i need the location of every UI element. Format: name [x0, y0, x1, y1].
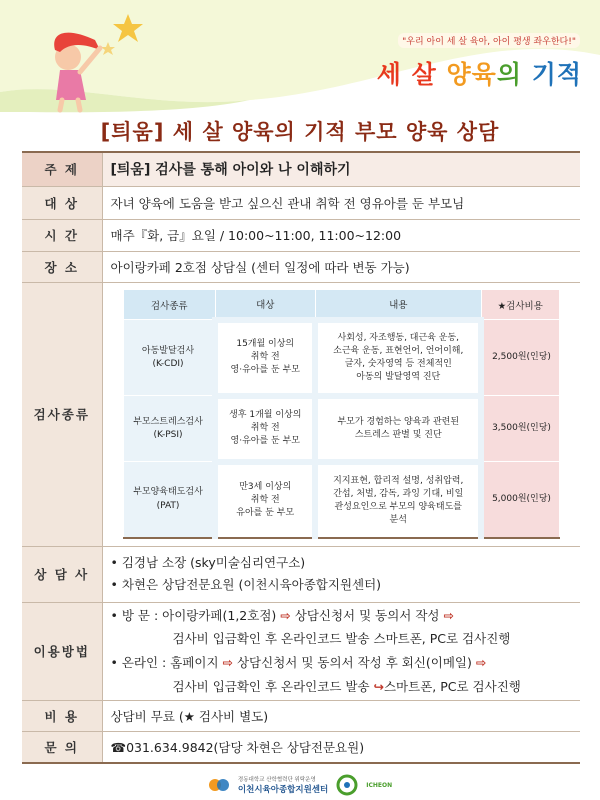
method-visit-text: 상담신청서 및 동의서 작성	[290, 607, 444, 623]
exam-code: (PAT)	[156, 500, 180, 511]
method-label: 이용방법	[22, 602, 102, 700]
icheon-logo-text: ICHEON	[366, 781, 393, 789]
brand-part-2: 양육	[446, 60, 497, 89]
brand-title	[377, 55, 582, 91]
exam-name: 부모양육태도검사	[133, 487, 203, 498]
method-online-detail: 검사비 입금확인 후 온라인코드 발송 ↪스마트폰, PC로 검사진행	[172, 678, 521, 694]
target-value: 자녀 양육에 도움을 받고 싶으신 관내 취학 전 영유아를 둔 부모님	[102, 186, 580, 219]
counselor-line: • 김경남 소장 (sky미술심리연구소)	[110, 555, 306, 571]
exam-target-line: 15개월 이상의	[236, 339, 295, 350]
arrow-right-icon: ⇨	[280, 607, 291, 623]
hero-banner	[0, 0, 600, 115]
exam-content-line: 분석	[389, 514, 407, 525]
place-row	[22, 251, 580, 282]
exam-content-line: 부모가 경험하는 양육과 관련된	[337, 416, 460, 427]
exam-row-kpsi	[123, 396, 559, 462]
footer-center-name: 이천시육아종합지원센터	[237, 785, 329, 795]
exam-label: 검사종류	[22, 282, 102, 546]
exam-cost: 3,500원(인당)	[481, 396, 559, 462]
time-row	[22, 219, 580, 251]
exam-name: 아동발달검사	[141, 345, 195, 356]
exam-row-pat	[123, 462, 559, 538]
footer-org	[238, 775, 328, 795]
slogan-text: "우리 아이 세 살 육아, 아이 평생 좌우한다!"	[398, 33, 580, 48]
program-info-table	[22, 151, 580, 764]
exam-content-line: 지지표현, 합리적 설명, 성취압력,	[333, 475, 464, 486]
exam-target-line: 취학 전	[250, 352, 280, 363]
target-row	[22, 186, 580, 219]
exam-target-line: 만3세 이상의	[239, 482, 292, 493]
exam-content-line: 아동의 발달영역 진단	[356, 371, 441, 382]
method-online-text: 상담신청서 및 동의서 작성 후 회신(이메일)	[233, 655, 476, 670]
fee-label: 비 용	[22, 700, 102, 731]
arrow-right-icon: ⇨	[475, 655, 487, 670]
method-online-line	[111, 651, 581, 675]
arrow-right-icon: ⇨	[222, 655, 233, 670]
exam-target-line: 생후 1개월 이상의	[229, 410, 302, 421]
contact-value: 031.634.9842(담당 차현은 상담전문요원)	[126, 739, 365, 755]
exam-code: (K-CDI)	[152, 358, 184, 369]
exam-header-row	[123, 290, 559, 320]
fee-row	[22, 700, 580, 731]
method-row	[22, 602, 580, 700]
exam-name: 부모스트레스검사	[133, 416, 203, 427]
place-value: 아이랑카페 2호점 상담실 (센터 일정에 따라 변동 가능)	[102, 251, 580, 282]
exam-content-line: 간섭, 처벌, 감독, 과잉 기대, 비일	[333, 488, 464, 499]
time-value: 매주『화, 금』요일 / 10:00~11:00, 11:00~12:00	[102, 219, 580, 251]
exam-content-line: 사회성, 자조행동, 대근육 운동,	[337, 332, 459, 343]
exam-content-line: 소근육 운동, 표현언어, 언어이해,	[333, 345, 464, 356]
method-visit-line	[111, 604, 581, 628]
exam-header-target: 대상	[215, 290, 315, 320]
brand-part-4: 기적	[531, 60, 582, 89]
counselor-line: • 차현은 상담전문요원 (이천시육아종합지원센터)	[110, 577, 382, 592]
exam-row-kcdi	[123, 320, 559, 396]
contact-label: 문 의	[22, 731, 102, 763]
exam-cost: 2,500원(인당)	[481, 320, 559, 396]
exam-target-line: 취학 전	[250, 495, 280, 506]
exam-target-line: 유아를 둔 부모	[236, 508, 295, 519]
exam-header-cost: ★검사비용	[481, 290, 559, 320]
contact-row	[22, 731, 580, 763]
brand-part-1: 세 살	[376, 60, 447, 89]
exam-content-line: 글자, 숫자영역 등 전체적인	[344, 358, 452, 369]
exam-target-line: 취학 전	[250, 423, 280, 434]
subject-row	[22, 152, 580, 186]
brand-part-3: 의	[496, 60, 532, 89]
arrow-right-icon: ⇨	[443, 607, 454, 623]
fee-value: 상담비 무료 (★ 검사비 별도)	[102, 700, 580, 731]
icheon-logo-icon	[336, 774, 358, 796]
arrow-small-icon: ↪	[373, 678, 384, 694]
counselor-row	[22, 546, 580, 602]
method-visit-detail: 검사비 입금확인 후 온라인코드 발송 스마트폰, PC로 검사진행	[172, 631, 511, 647]
subject-label: 주 제	[22, 152, 102, 186]
place-label: 장 소	[22, 251, 102, 282]
exam-target-line: 영·유아를 둔 부모	[230, 436, 300, 447]
counselor-label: 상 담 사	[22, 546, 102, 602]
exam-cost: 5,000원(인당)	[481, 462, 559, 538]
subject-value: [틔움] 검사를 통해 아이와 나 이해하기	[102, 152, 580, 186]
exam-header-type: 검사종류	[123, 290, 215, 320]
page-title: [틔움] 세 살 양육의 기적 부모 양육 상담	[100, 120, 500, 144]
target-label: 대 상	[22, 186, 102, 219]
exam-target-line: 영·유아를 둔 부모	[230, 365, 300, 376]
exam-code: (K-PSI)	[153, 429, 183, 440]
exam-header-content: 내용	[315, 290, 481, 320]
footer	[0, 770, 600, 800]
exam-content-line: 스트레스 판별 및 진단	[354, 429, 442, 440]
time-label: 시 간	[22, 219, 102, 251]
center-logo-icon	[208, 774, 230, 796]
footer-sub: 경동대학교 산학협력단 위탁운영	[237, 777, 316, 783]
exam-content-line: 관성요인으로 부모의 양육태도를	[334, 501, 462, 512]
phone-icon: ☎	[110, 739, 127, 755]
method-visit-text: • 방 문 : 아이랑카페(1,2호점)	[110, 607, 277, 623]
exam-types-table	[123, 289, 560, 539]
exam-row	[22, 282, 580, 546]
method-online-text: • 온라인 : 홈페이지	[110, 655, 223, 670]
